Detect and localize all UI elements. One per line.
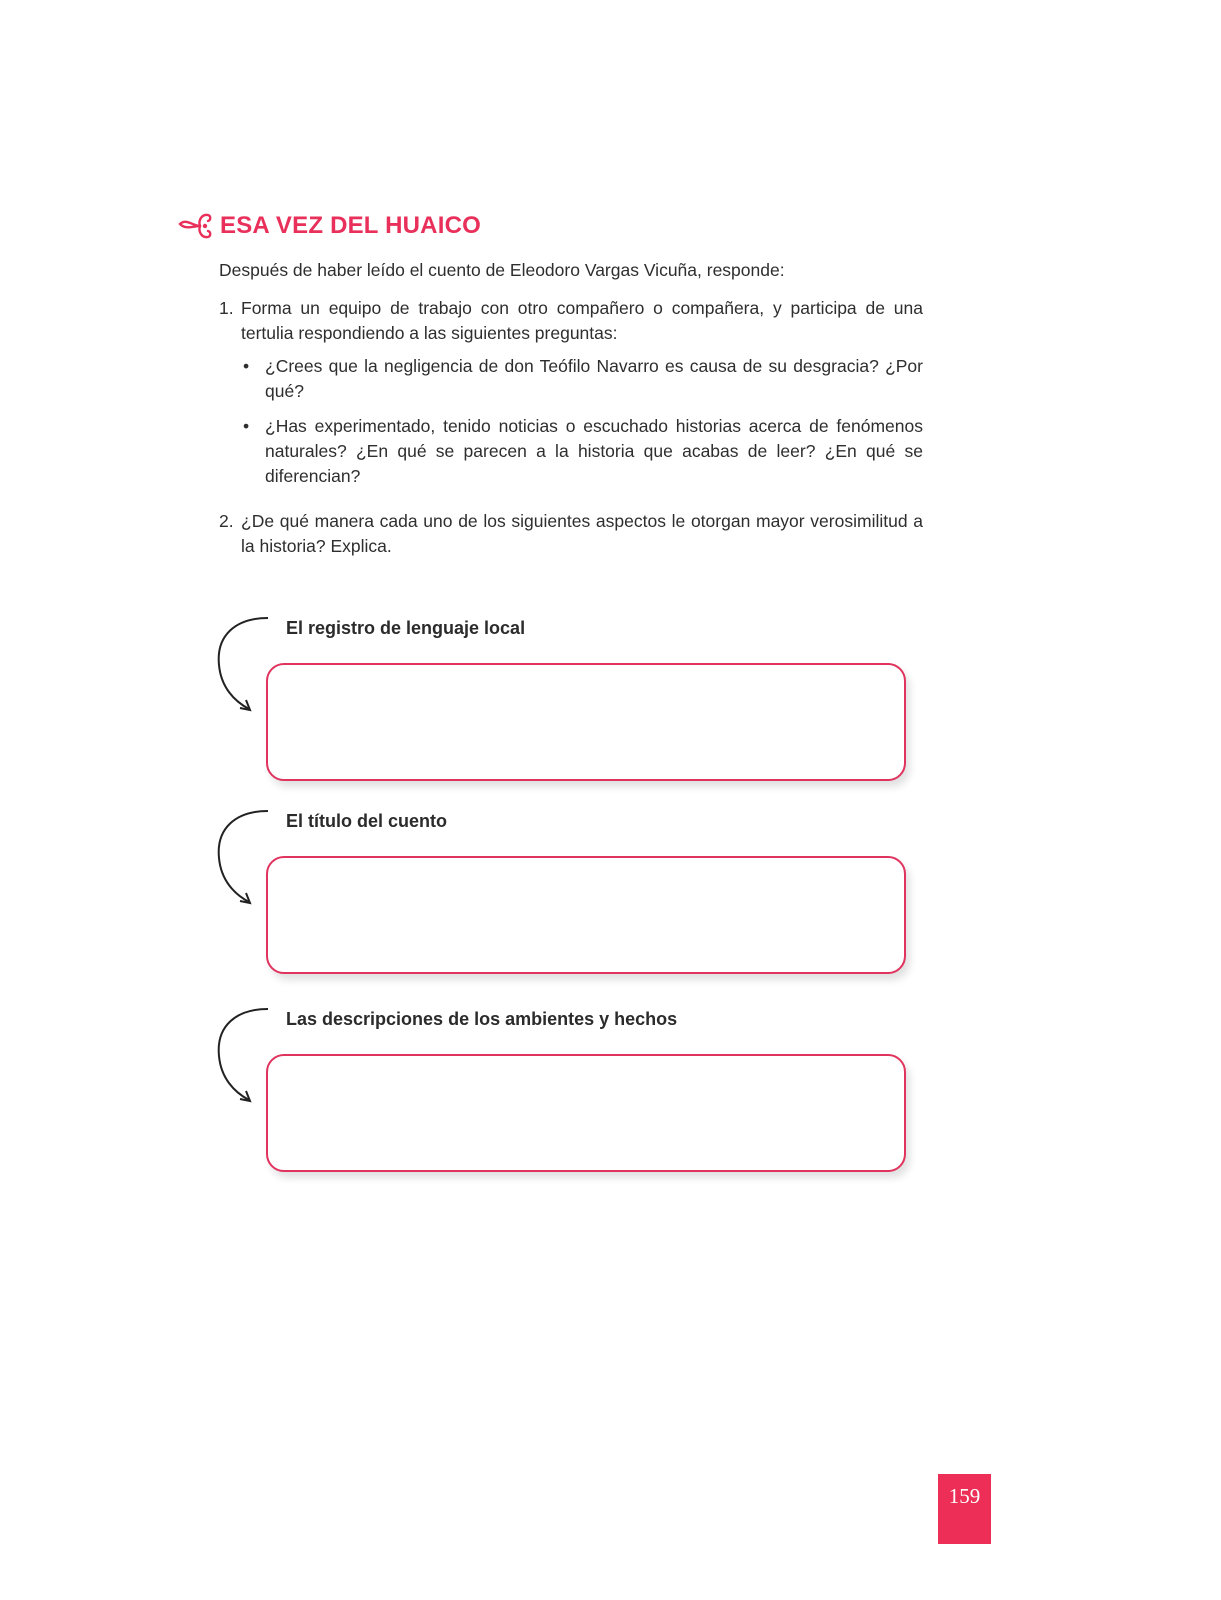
question-text: ¿De qué manera cada uno de los siguientes aspectos le otorgan mayor verosimilitud a la historia? Explica. [241,511,923,556]
bullet-list [241,354,923,489]
bullet-icon: • [243,416,250,436]
section-label: Las descripciones de los ambientes y hechos [286,1009,678,1029]
page-number: 159 [938,1474,991,1544]
intro-text: Después de haber leído el cuento de Eleodoro Vargas Vicuña, responde: [219,260,785,280]
bullet-text: ¿Has experimentado, tenido noticias o escuchado historias acerca de fenómenos naturales? ¿En qué se parecen a la historia que acabas de leer? ¿En qué se diferencian? [265,416,923,486]
question-text: Forma un equipo de trabajo con otro compañero o compañera, y participa de una tertulia respondiendo a las siguientes preguntas: [241,298,923,343]
page-title: ESA VEZ DEL HUAICO [220,212,481,239]
answer-box[interactable] [266,663,906,781]
question-2 [219,509,923,559]
question-number: 2. [219,511,234,531]
instructions [219,258,923,569]
section-heading [176,206,481,246]
answer-section-language [216,615,926,785]
answer-box[interactable] [266,856,906,974]
question-1 [219,296,923,499]
answer-section-descriptions [216,1006,926,1176]
section-label: El registro de lenguaje local [286,618,526,638]
answer-section-title [216,808,926,978]
list-item [241,354,923,404]
fleur-ornament-icon [176,206,216,246]
bullet-icon: • [243,356,250,376]
section-label: El título del cuento [286,811,447,831]
question-number: 1. [219,298,234,318]
bullet-text: ¿Crees que la negligencia de don Teófilo Navarro es causa de su desgracia? ¿Por qué? [265,356,923,401]
list-item [241,414,923,489]
answer-box[interactable] [266,1054,906,1172]
